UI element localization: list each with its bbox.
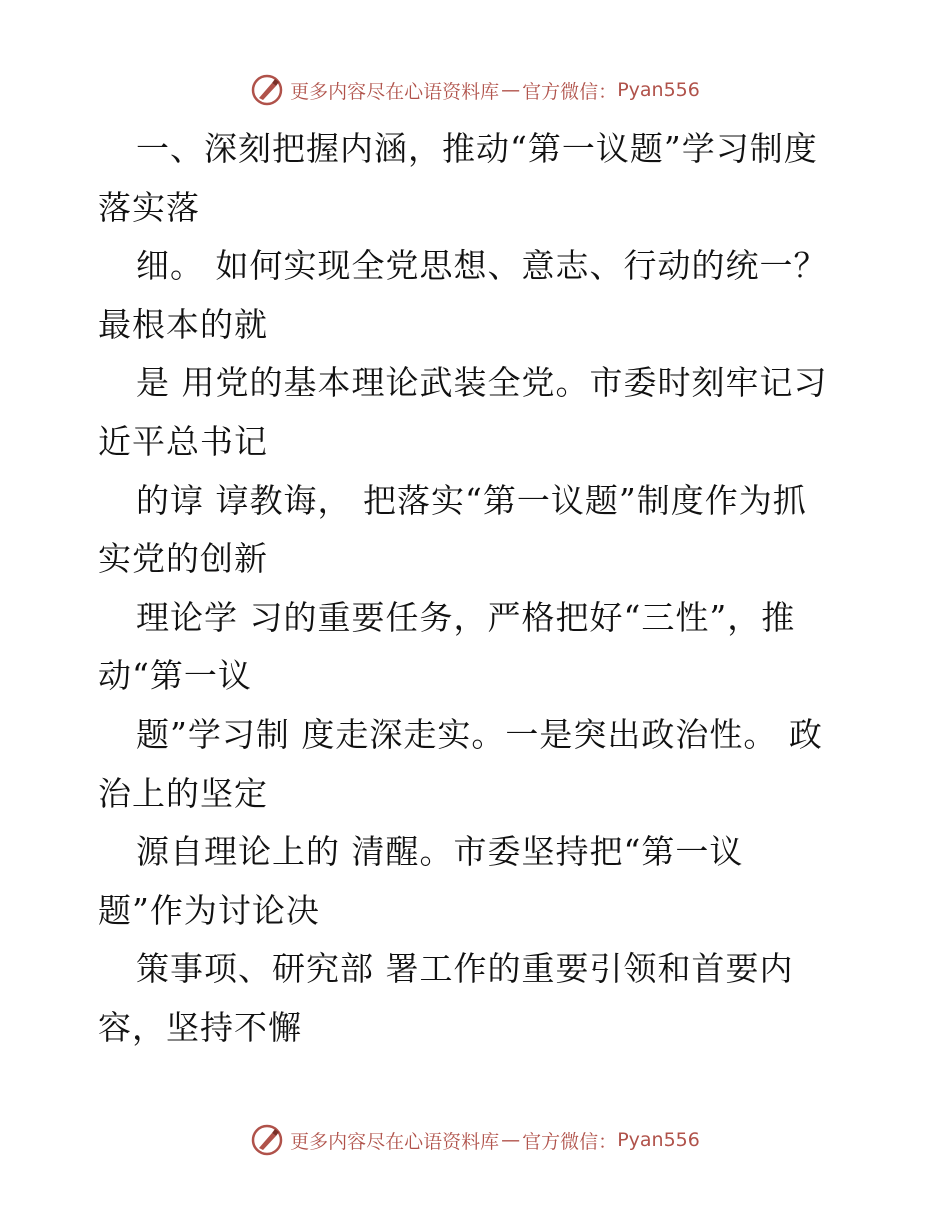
text-line: 题”学习制 度走深走实。一是突出政治性。 政 (136, 714, 823, 754)
document-body (98, 120, 868, 1058)
text-line: 动“第一议 (98, 656, 252, 696)
watermark-site-text: 更多内容尽在心语资料库 (290, 80, 500, 103)
text-line: 实党的创新 (98, 539, 268, 579)
watermark-wechat-id: Pyan556 (617, 79, 700, 101)
text-line: 一、深刻把握内涵，推动“第一议题”学习制度 (136, 129, 818, 168)
watermark-header (0, 70, 950, 110)
pen-logo-icon (250, 1123, 284, 1157)
text-line: 策事项、研究部 署工作的重要引领和首要内 (136, 949, 794, 989)
pen-logo-icon (250, 73, 284, 107)
watermark-dash: — (501, 1129, 521, 1151)
text-line: 容，坚持不懈 (98, 1007, 302, 1047)
text-line: 题”作为讨论决 (98, 890, 320, 930)
text-line: 的谆 谆教诲， 把落实“第一议题”制度作为抓 (136, 480, 807, 520)
text-line: 治上的坚定 (98, 773, 268, 813)
text-line: 理论学 习的重要任务，严格把好“三性”，推 (136, 597, 796, 637)
watermark-wechat-label: 官方微信： (522, 80, 618, 103)
text-line: 最根本的就 (98, 304, 268, 344)
text-line: 细。 如何实现全党思想、意志、行动的统一？ (136, 246, 828, 286)
watermark-wechat-id: Pyan556 (617, 1129, 700, 1151)
watermark-dash: — (501, 79, 521, 101)
watermark-site-text: 更多内容尽在心语资料库 (290, 1130, 500, 1153)
watermark-footer (0, 1120, 950, 1160)
text-line: 落实落 (98, 187, 200, 227)
text-line: 近平总书记 (98, 421, 268, 461)
text-line: 是 用党的基本理论武装全党。市委时刻牢记习 (136, 363, 828, 403)
watermark-wechat-label: 官方微信： (522, 1130, 618, 1153)
text-line: 源自理论上的 清醒。市委坚持把“第一议 (136, 832, 744, 872)
